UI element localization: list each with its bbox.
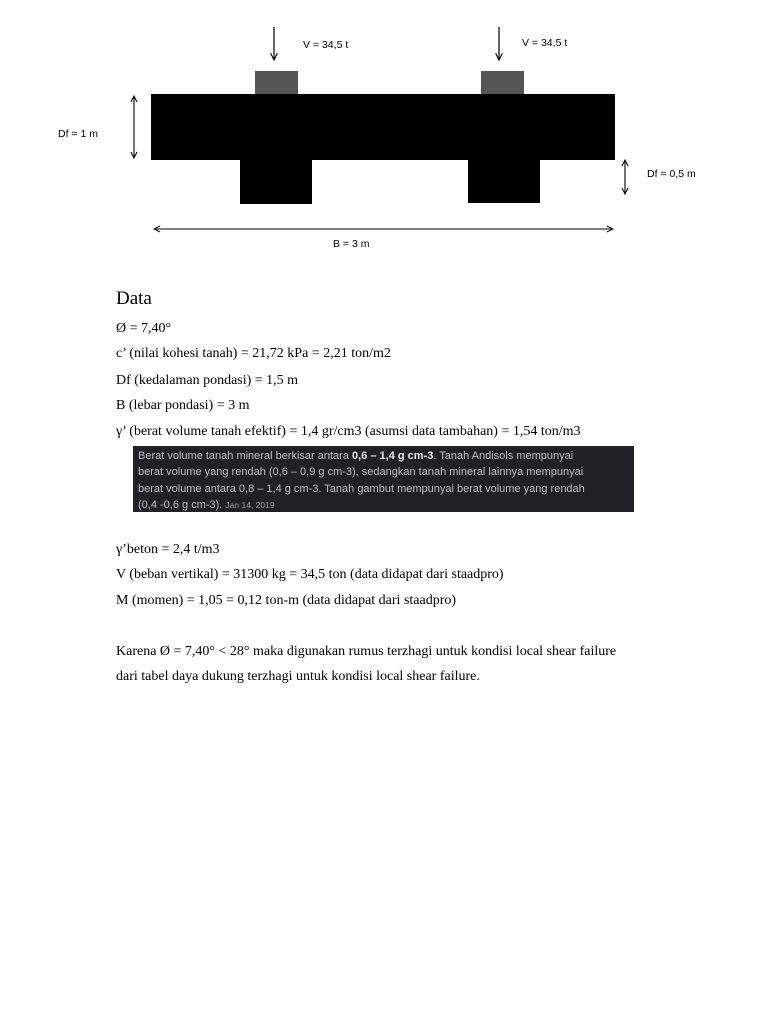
concrete-weight-line: γ’beton = 2,4 t/m3 — [116, 542, 220, 557]
load-label-left: V = 34,5 t — [303, 39, 349, 51]
width-label: B = 3 m — [333, 238, 370, 250]
conclusion-paragraph: Karena Ø = 7,40° < 28° maka digunakan rumus terzhagi untuk kondisi local shear failure dari tabel daya dukung terzhagi untuk kondisi local shear failure. — [116, 644, 617, 684]
snippet-date: Jan 14, 2019 — [225, 499, 275, 510]
phi-line: Ø = 7,40° — [116, 321, 172, 336]
df-right-label: Df = 0,5 m — [647, 168, 696, 180]
unit-weight-line: γ’ (berat volume tanah efektif) = 1,4 gr/cm3 (asumsi data tambahan) = 1,54 ton/m3 — [116, 424, 581, 439]
snippet-highlight: 0,6 – 1,4 g cm-3 — [352, 450, 434, 462]
search-result-snippet — [133, 446, 634, 512]
df-line: Df (kedalaman pondasi) = 1,5 m — [116, 373, 299, 388]
df-left-label: Df = 1 m — [58, 128, 98, 140]
width-line: B (lebar pondasi) = 3 m — [116, 398, 250, 413]
foundation-diagram — [0, 0, 768, 270]
footing-right — [468, 158, 540, 203]
moment-line: M (momen) = 1,05 = 0,12 ton-m (data didapat dari staadpro) — [116, 593, 457, 608]
column-right — [481, 71, 524, 96]
footing-left — [240, 158, 312, 204]
data-heading: Data — [116, 288, 152, 309]
column-left — [255, 71, 298, 96]
snippet-line-3: berat volume antara 0,8 – 1,4 g cm-3. Tanah gambut mempunyai berat volume yang rendah — [138, 482, 585, 495]
snippet-line-1: Berat volume tanah mineral berkisar antara 0,6 – 1,4 g cm-3. Tanah Andisols mempunyai — [138, 450, 574, 462]
snippet-line-2: berat volume yang rendah (0,6 – 0,9 g cm-3), sedangkan tanah mineral lainnya mempunyai — [138, 466, 584, 479]
vertical-load-line: V (beban vertikal) = 31300 kg = 34,5 ton (data didapat dari staadpro) — [116, 567, 504, 582]
load-label-right: V = 34,5 t — [522, 37, 568, 49]
snippet-line-4: (0,4 -0,6 g cm-3). Jan 14, 2019 — [138, 498, 275, 511]
foundation-slab — [151, 94, 615, 160]
cohesion-line: c’ (nilai kohesi tanah) = 21,72 kPa = 2,21 ton/m2 — [116, 346, 391, 361]
